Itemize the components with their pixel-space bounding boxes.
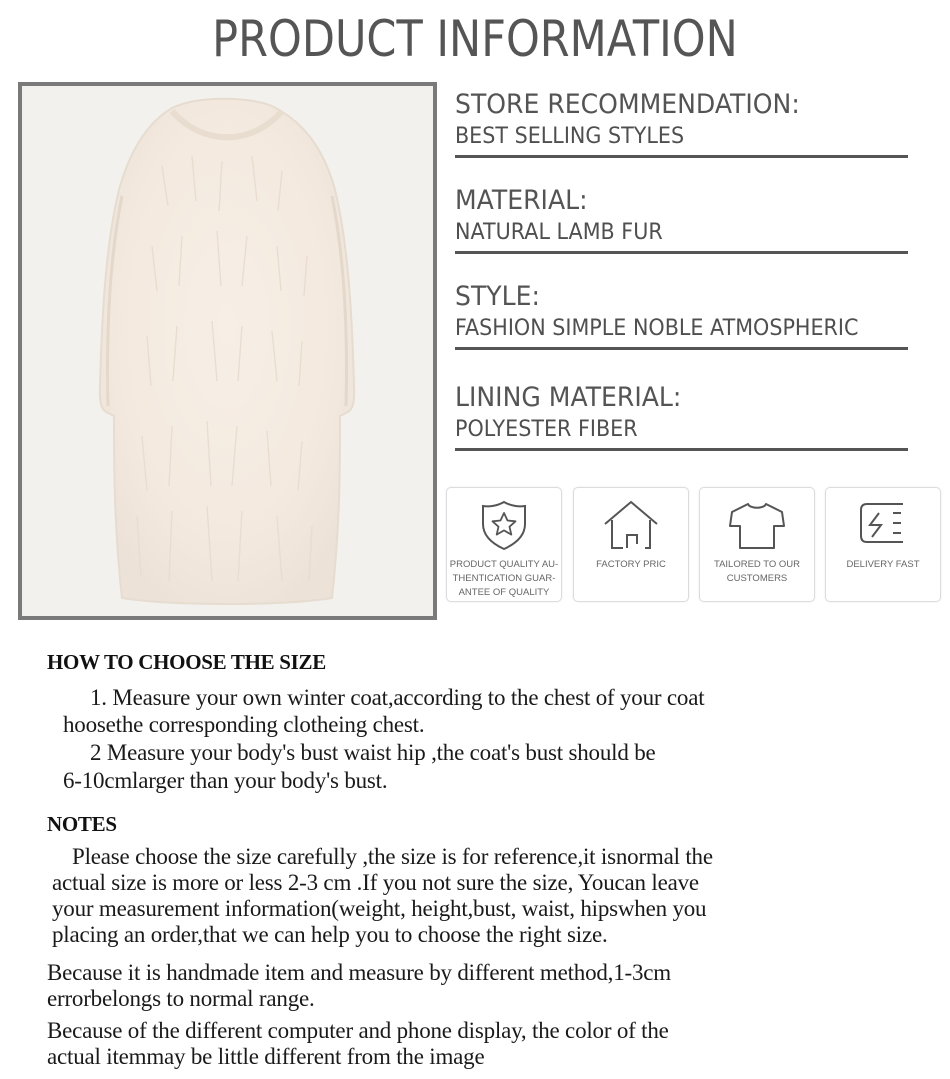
badge-tailored (699, 487, 815, 602)
notes-line: Because it is handmade item and measure by different method,1-3cm (47, 960, 671, 985)
divider (455, 251, 908, 254)
spec-store-recommendation (455, 88, 910, 158)
badge-factory-price (573, 487, 689, 602)
badge-label: TAILORED TO OUR CUSTOMERS (713, 559, 801, 584)
spec-label: STORE RECOMMENDATION: (455, 89, 800, 120)
spec-label: STYLE: (455, 281, 540, 312)
badge-label: DELIVERY FAST (846, 559, 920, 570)
size-guide-line: 1. Measure your own winter coat,according to the chest of your coat (90, 685, 705, 710)
spec-style (455, 280, 910, 350)
spec-material (455, 184, 910, 254)
page-title: PRODUCT INFORMATION (212, 10, 738, 68)
divider (455, 155, 908, 158)
fast-delivery-icon (855, 498, 911, 552)
notes-line: actual size is more or less 2-3 cm .If you not sure the size, Youcan leave (52, 870, 699, 895)
notes-line: Because of the different computer and phone display, the color of the (47, 1018, 669, 1043)
notes-line: placing an order,that we can help you to choose the right size. (52, 922, 608, 947)
divider (455, 347, 908, 350)
badge-quality (446, 487, 562, 602)
size-guide-line: 6-10cmlarger than your body's bust. (63, 768, 388, 793)
spec-label: MATERIAL: (455, 185, 588, 216)
spec-value: BEST SELLING STYLES (455, 124, 685, 149)
spec-value: FASHION SIMPLE NOBLE ATMOSPHERIC (455, 316, 859, 341)
fur-coat-image (22, 86, 433, 616)
notes-line: your measurement information(weight, height,bust, waist, hipswhen you (52, 896, 707, 921)
badge-delivery (825, 487, 941, 602)
product-image (18, 82, 437, 620)
tshirt-icon (726, 498, 788, 552)
size-guide-line: hoosethe corresponding clotheing chest. (63, 712, 425, 737)
spec-label: LINING MATERIAL: (455, 382, 682, 413)
divider (455, 448, 908, 451)
spec-value: NATURAL LAMB FUR (455, 220, 663, 245)
notes-line: actual itemmay be little different from the image (47, 1044, 485, 1069)
size-guide-line: 2 Measure your body's bust waist hip ,the coat's bust should be (90, 740, 656, 765)
badge-label: FACTORY PRIC (596, 559, 666, 570)
notes-line: Please choose the size carefully ,the size is for reference,it isnormal the (72, 844, 713, 869)
notes-heading: NOTES (47, 812, 117, 836)
spec-value: POLYESTER FIBER (455, 417, 638, 442)
badge-label: PRODUCT QUALITY AU- THENTICATION GUAR- ANTEE OF QUALITY (449, 559, 559, 598)
notes-line: errorbelongs to normal range. (47, 986, 315, 1011)
shield-star-icon (477, 498, 531, 552)
spec-lining-material (455, 381, 910, 451)
size-guide-heading: HOW TO CHOOSE THE SIZE (47, 650, 326, 674)
house-icon (601, 498, 661, 552)
